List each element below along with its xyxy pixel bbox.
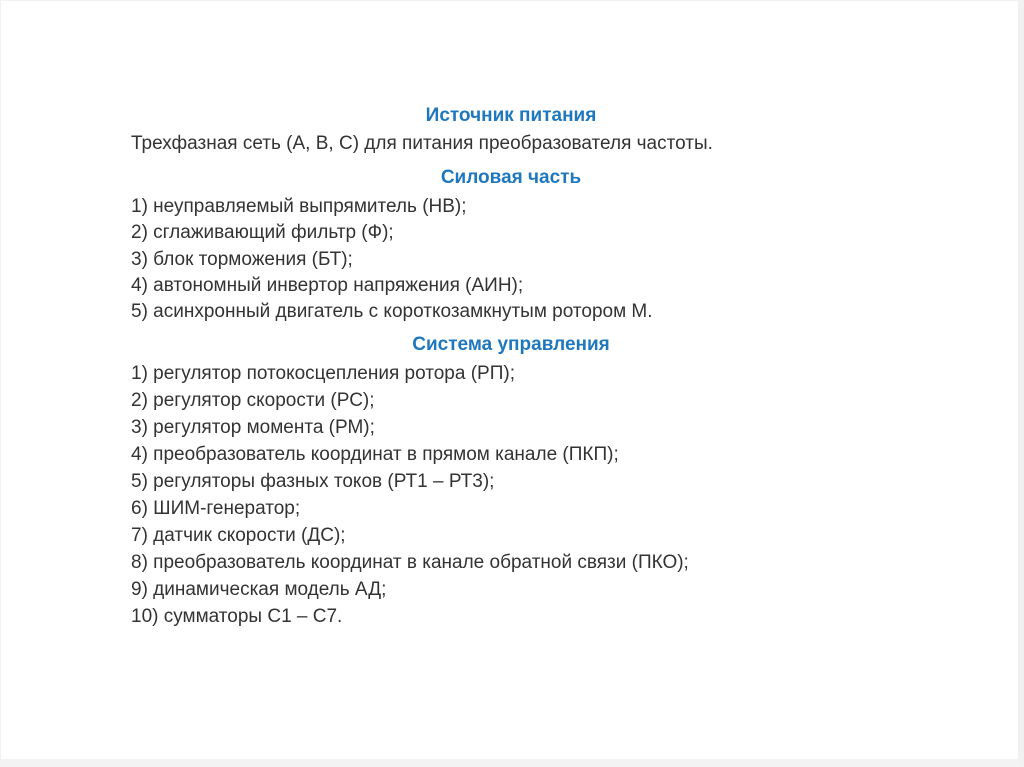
list-item: 10) сумматоры С1 – С7. xyxy=(131,605,343,627)
list-item: 8) преобразователь координат в канале обратной связи (ПКО); xyxy=(131,551,689,573)
slide-content xyxy=(131,102,891,637)
list-item: 2) сглаживающий фильтр (Ф); xyxy=(131,222,394,244)
heading-control-system: Система управления xyxy=(412,334,610,356)
list-item: 4) преобразователь координат в прямом канале (ПКП); xyxy=(131,444,619,466)
list-item: 1) регулятор потокосцепления ротора (РП); xyxy=(131,363,515,385)
heading-power-part: Силовая часть xyxy=(440,167,582,188)
list-item: 5) асинхронный двигатель с короткозамкнутым ротором М. xyxy=(131,301,653,323)
list-item: 1) неуправляемый выпрямитель (НВ); xyxy=(131,196,467,217)
heading-power-source: Источник питания xyxy=(425,105,597,126)
list-item: 5) регуляторы фазных токов (РТ1 – РТ3); xyxy=(131,471,495,493)
list-item: 3) регулятор момента (РМ); xyxy=(131,417,375,439)
list-item: 3) блок торможения (БТ); xyxy=(131,248,353,270)
list-item: 2) регулятор скорости (РС); xyxy=(131,390,375,412)
list-item: 6) ШИМ-генератор; xyxy=(131,498,301,520)
list-item: 7) датчик скорости (ДС); xyxy=(131,524,346,546)
power-source-text: Трехфазная сеть (А, В, С) для питания преобразователя частоты. xyxy=(131,133,713,154)
control-system-list xyxy=(131,361,891,630)
power-part-list xyxy=(131,194,891,325)
list-item: 9) динамическая модель АД; xyxy=(131,578,387,600)
list-item: 4) автономный инвертор напряжения (АИН); xyxy=(131,274,524,296)
